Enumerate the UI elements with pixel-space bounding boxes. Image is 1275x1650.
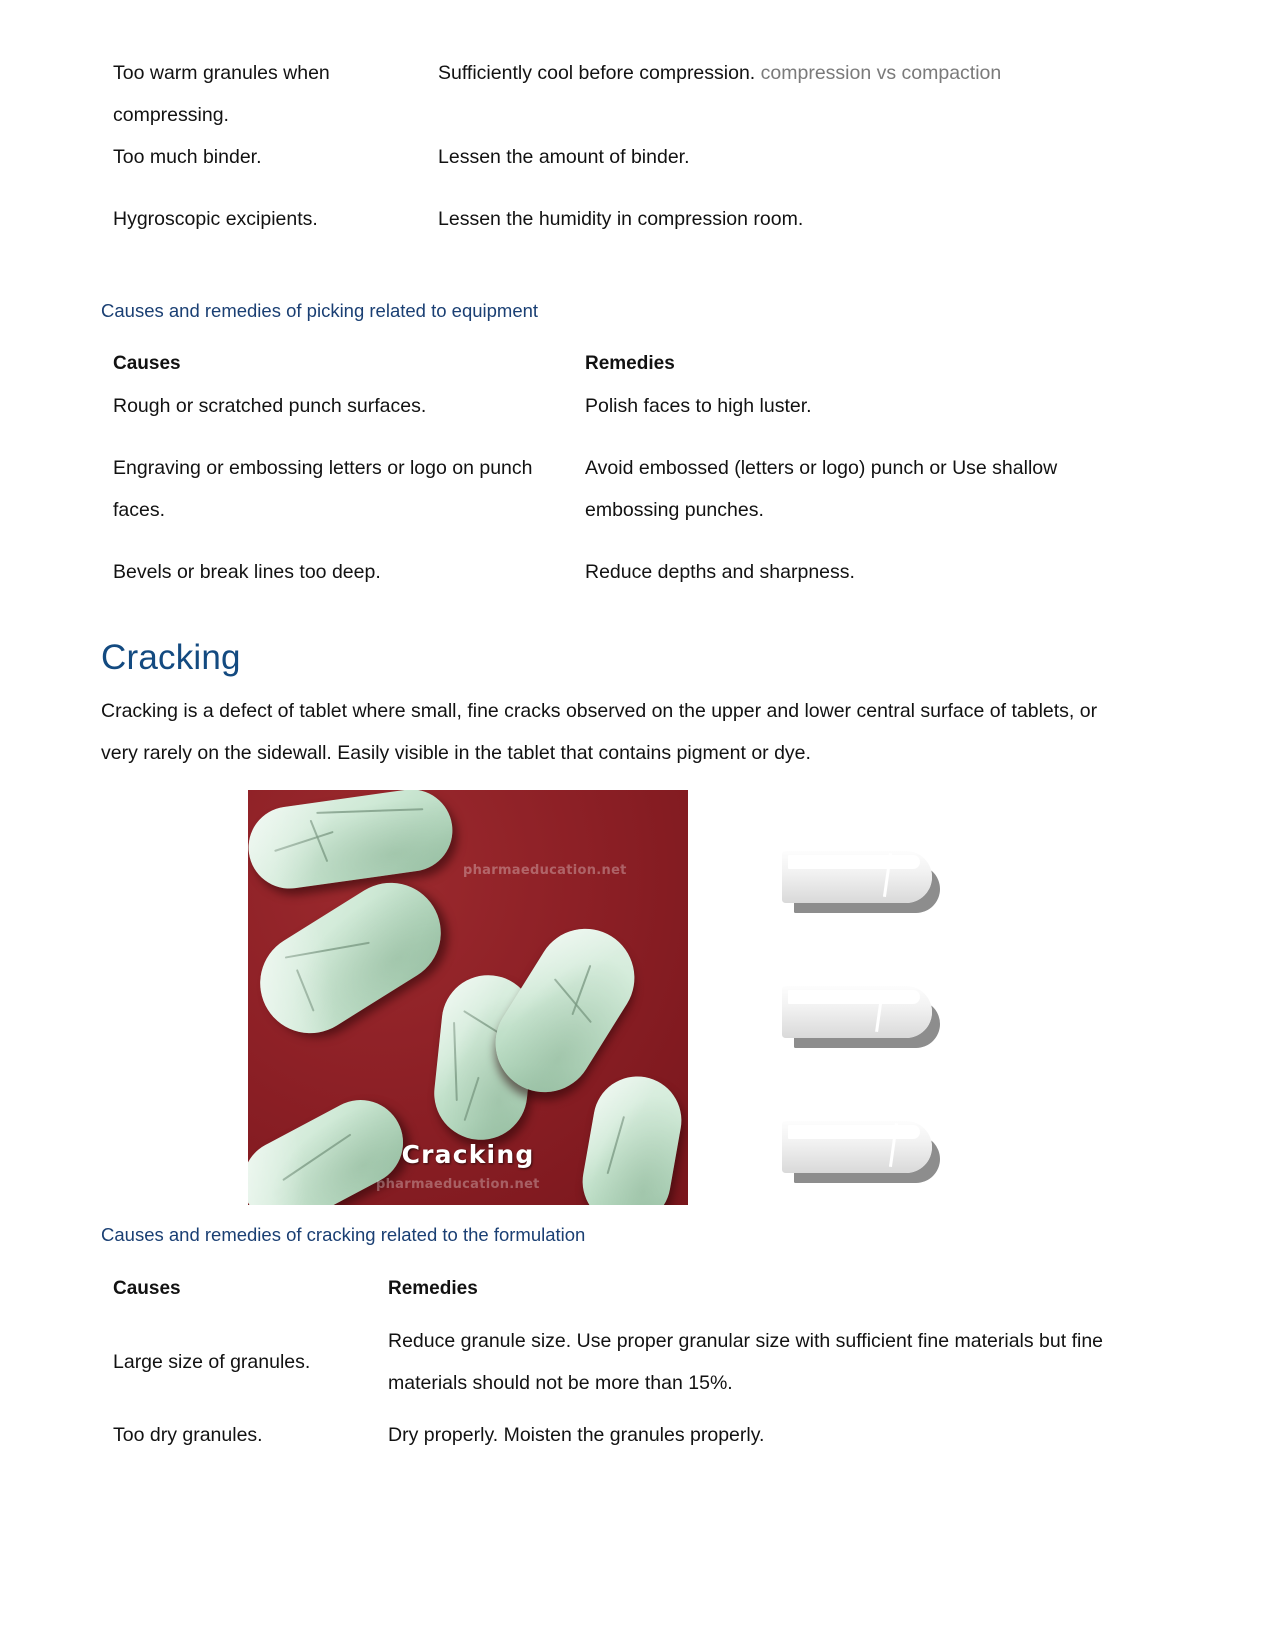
cross-section-thumbnails <box>774 831 970 1236</box>
cause-cell: Hygroscopic excipients. <box>113 208 318 230</box>
remedy-cell: Dry properly. Moisten the granules properly. <box>388 1424 765 1446</box>
table-picking-formulation <box>113 52 1123 260</box>
remedy-cell: Lessen the amount of binder. <box>438 146 690 168</box>
column-header-causes: Causes <box>113 1278 181 1299</box>
remedy-cell: Reduce depths and sharpness. <box>585 561 855 583</box>
column-header-remedies: Remedies <box>585 353 675 374</box>
cause-cell: Rough or scratched punch surfaces. <box>113 395 427 417</box>
table-row <box>113 385 1123 447</box>
table-row <box>113 1414 1123 1476</box>
table-row <box>113 198 1123 260</box>
cracking-figure <box>98 790 1108 1210</box>
column-header-causes: Causes <box>113 353 181 374</box>
table-header-row <box>113 1268 1123 1310</box>
remedy-cell: Polish faces to high luster. <box>585 395 812 417</box>
page-title-cracking: Cracking <box>101 638 241 677</box>
cross-section-thumbnail-2 <box>774 966 970 1059</box>
cross-section-thumbnail-3 <box>774 1101 970 1194</box>
cause-cell: Engraving or embossing letters or logo on punch faces. <box>113 457 533 521</box>
watermark-top: pharmaeducation.net <box>463 863 627 878</box>
tablet-highlight <box>788 855 920 869</box>
table-row <box>113 1310 1123 1414</box>
cause-cell: Too much binder. <box>113 146 262 168</box>
cause-cell: Too warm granules when compressing. <box>113 62 330 126</box>
table-row <box>113 447 1123 551</box>
caption-picking-equipment: Causes and remedies of picking related to equipment <box>101 300 539 321</box>
tablet-highlight <box>788 990 920 1004</box>
cracked-tablets-photo <box>248 790 688 1205</box>
table-header-row <box>113 343 1123 385</box>
remedy-note: compression vs compaction <box>755 62 1002 84</box>
picking-equipment-table <box>113 343 1123 613</box>
table-row <box>113 136 1123 198</box>
picking-formulation-table-continued <box>113 52 1123 260</box>
cause-cell: Too dry granules. <box>113 1424 263 1446</box>
caption-cracking-formulation: Causes and remedies of cracking related to the formulation <box>101 1224 586 1245</box>
remedy-cell: Avoid embossed (letters or logo) punch or Use shallow embossing punches. <box>585 457 1058 521</box>
photo-caption: Cracking <box>401 1140 535 1169</box>
tablet-highlight <box>788 1125 920 1139</box>
remedy-cell: Reduce granule size. Use proper granular size with sufficient fine materials but fine materials should not be more than 15%. <box>388 1330 1104 1394</box>
column-header-remedies: Remedies <box>388 1278 478 1299</box>
table-cracking-formulation <box>113 1268 1123 1476</box>
remedy-cell <box>438 52 1123 94</box>
cross-section-thumbnail-1 <box>774 831 970 924</box>
watermark-bottom: pharmaeducation.net <box>376 1177 540 1192</box>
cracking-description: Cracking is a defect of tablet where small, fine cracks observed on the upper and lower central surface of tablets, or very rarely on the sidewall. Easily visible in the tablet that contains pigment or dye. <box>101 700 1098 764</box>
table-row <box>113 52 1123 136</box>
remedy-text: Sufficiently cool before compression. <box>438 62 756 84</box>
cause-cell: Large size of granules. <box>113 1351 311 1373</box>
cause-cell: Bevels or break lines too deep. <box>113 561 381 583</box>
table-row <box>113 551 1123 613</box>
remedy-cell: Lessen the humidity in compression room. <box>438 208 804 230</box>
table-picking-equipment <box>113 343 1123 613</box>
cracking-formulation-table <box>113 1268 1123 1476</box>
